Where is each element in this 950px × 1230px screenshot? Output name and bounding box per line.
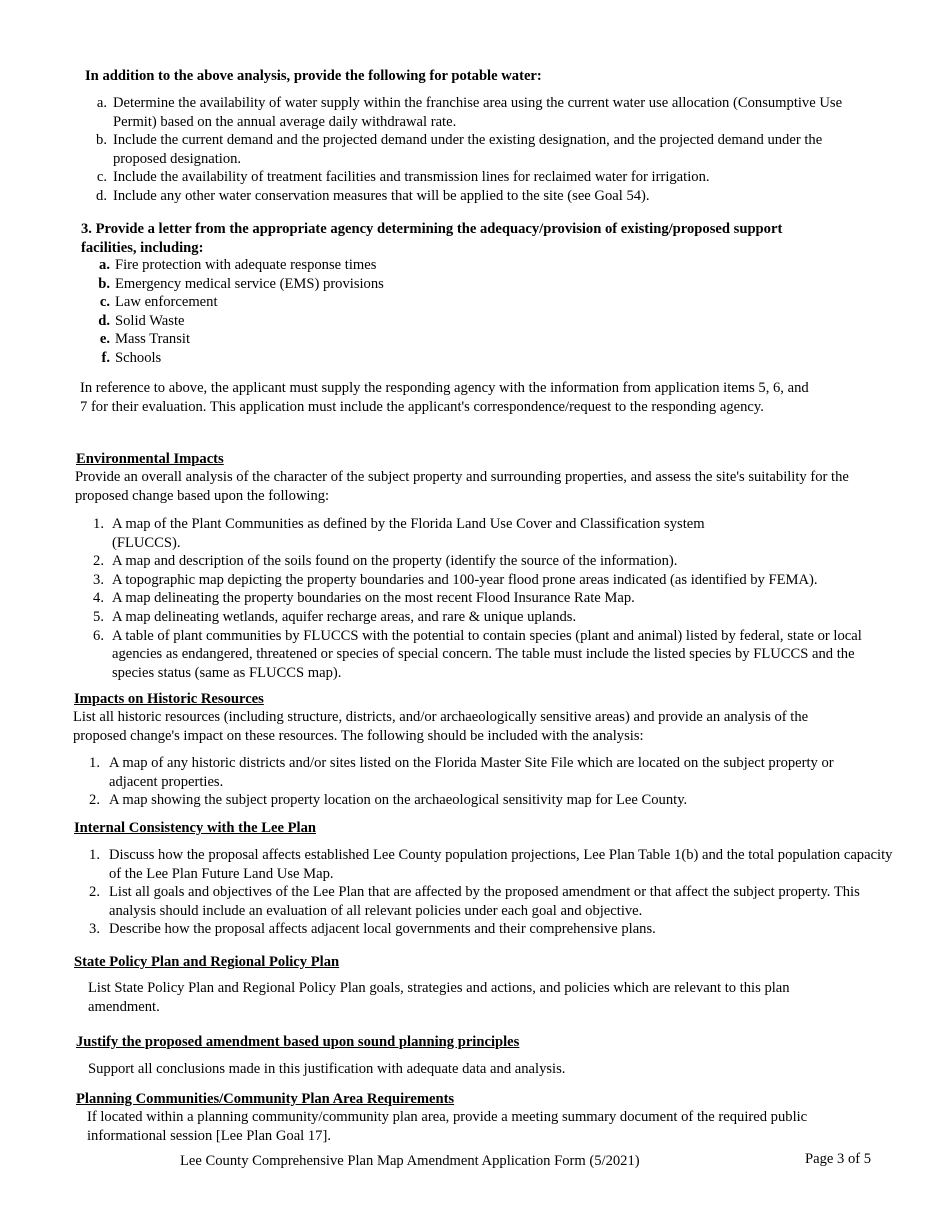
- consistency-list: [74, 846, 894, 939]
- potable-list: [78, 94, 878, 206]
- list-item: a. Determine the availability of water supply within the franchise area using the current water use allocation (Consumptive Use Permit) based on the annual average daily withdrawal rate.: [96, 95, 843, 130]
- list-item: b. Include the current demand and the projected demand under the existing designation, and the projected demand under the proposed designation.: [96, 132, 823, 167]
- consistency-heading: Internal Consistency with the Lee Plan: [74, 820, 317, 836]
- list-item: 2. A map and description of the soils found on the property (identify the source of the information).: [93, 553, 678, 570]
- historic-heading: Impacts on Historic Resources: [74, 691, 264, 707]
- justify-heading: Justify the proposed amendment based upon sound planning principles: [76, 1034, 520, 1050]
- list-item: 1. Discuss how the proposal affects established Lee County population projections, Lee Plan Table 1(b) and the total population capacity of the Lee Plan Future Land Use Map.: [89, 847, 893, 882]
- planning-text: If located within a planning community/community plan area, provide a meeting summary document of the required public informational session [Lee Plan Goal 17].: [87, 1109, 808, 1144]
- environmental-heading: Environmental Impacts: [76, 451, 224, 467]
- list-item: 3. Describe how the proposal affects adjacent local governments and their comprehensive plans.: [89, 921, 656, 938]
- historic-intro: List all historic resources (including structure, districts, and/or archaeologically sensitive areas) and provide an analysis of the proposed change's impact on these resources. The following should be included with the analysis:: [73, 709, 809, 744]
- list-item: 2. A map showing the subject property location on the archaeological sensitivity map for Lee County.: [89, 792, 688, 809]
- list-item: 5. A map delineating wetlands, aquifer recharge areas, and rare & unique uplands.: [93, 608, 577, 625]
- list-item: d. Include any other water conservation measures that will be applied to the site (see Goal 54).: [96, 187, 650, 204]
- list-item: b. Emergency medical service (EMS) provisions: [98, 275, 384, 292]
- support-heading: 3. Provide a letter from the appropriate agency determining the adequacy/provision of existing/proposed support facilities, including:: [81, 221, 783, 256]
- list-item: 3. A topographic map depicting the property boundaries and 100-year flood prone areas indicated (as identified by FEMA).: [93, 571, 818, 588]
- state-policy-heading: State Policy Plan and Regional Policy Plan: [74, 954, 340, 970]
- footer-title: Lee County Comprehensive Plan Map Amendment Application Form (5/2021): [180, 1153, 640, 1169]
- list-item: e. Mass Transit: [99, 331, 191, 348]
- environmental-intro: Provide an overall analysis of the character of the subject property and surrounding properties, and assess the site's suitability for the proposed change based upon the following:: [75, 469, 849, 504]
- list-item: c. Include the availability of treatment facilities and transmission lines for reclaimed water for irrigation.: [96, 169, 710, 186]
- list-item: d. Solid Waste: [98, 312, 185, 329]
- justify-text: Support all conclusions made in this justification with adequate data and analysis.: [88, 1061, 566, 1077]
- list-item: 1. A map of any historic districts and/or sites listed on the Florida Master Site File which are located on the subject property or adjacent properties.: [89, 755, 834, 790]
- historic-list: [74, 754, 874, 810]
- page-number: Page 3 of 5: [805, 1151, 872, 1167]
- list-item: a. Fire protection with adequate response times: [99, 257, 377, 273]
- state-policy-text: List State Policy Plan and Regional Policy Plan goals, strategies and actions, and policies which are relevant to this plan amendment.: [88, 980, 790, 1015]
- planning-heading: Planning Communities/Community Plan Area Requirements: [76, 1091, 455, 1107]
- list-item: 4. A map delineating the property boundaries on the most recent Flood Insurance Rate Map.: [93, 590, 635, 607]
- list-item: 1. A map of the Plant Communities as defined by the Florida Land Use Cover and Classification system (FLUCCS).: [93, 516, 705, 551]
- potable-heading: In addition to the above analysis, provide the following for potable water:: [85, 68, 542, 84]
- list-item: f. Schools: [101, 349, 162, 366]
- list-item: 2. List all goals and objectives of the Lee Plan that are affected by the proposed amendment or that affect the subject property. This analysis should include an evaluation of all relevant policies under each goal and objective.: [89, 884, 860, 919]
- support-list: [81, 256, 581, 368]
- list-item: c. Law enforcement: [99, 294, 218, 311]
- list-item: 6. A table of plant communities by FLUCCS with the potential to contain species (plant and animal) listed by federal, state or local agencies as endangered, threatened or species of special concern. The table must include the listed species by FLUCCS and the species status (same as FLUCCS map).: [93, 627, 862, 681]
- environmental-list: [76, 515, 876, 682]
- support-note: In reference to above, the applicant must supply the responding agency with the information from application items 5, 6, and 7 for their evaluation. This application must include the applicant's correspondence/request to the responding agency.: [80, 380, 809, 415]
